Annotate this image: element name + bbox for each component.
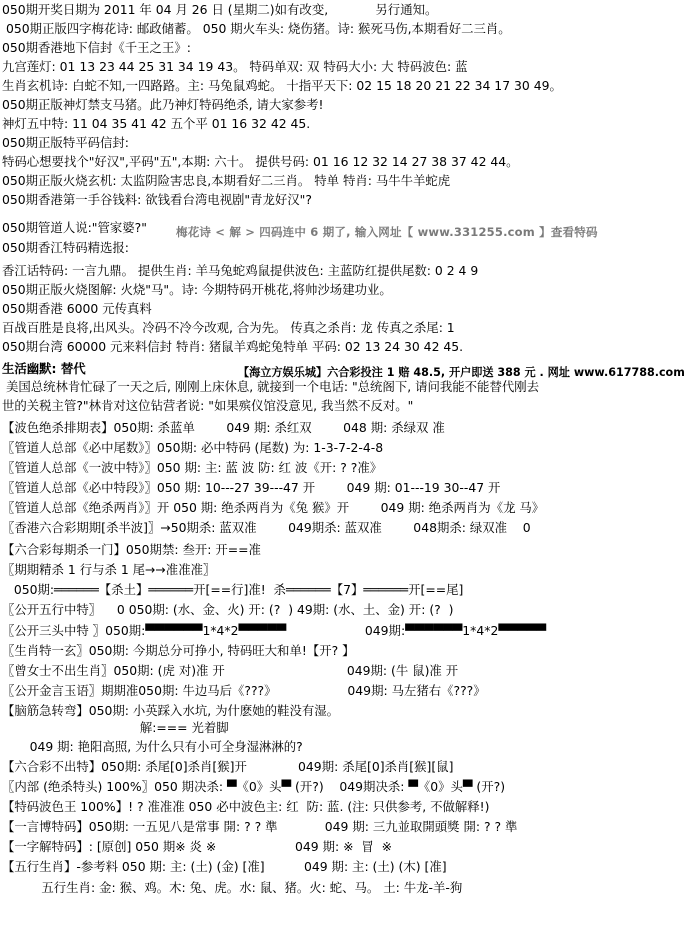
fire-riddle-line: 050期正版火烧玄机: 太监阴险害忠良,本期看好二三肖。 特单 特肖: 马牛牛羊蛇虎 — [2, 173, 451, 188]
tail-number-line: 〖管道人总部《必中尾数》〗050期: 必中特码 (尾数) 为: 1-3-7-2-4-8 — [2, 440, 384, 455]
hk-first-hand-line: 050期香港第一手谷钱料: 欲钱看台湾电视剧"青龙好汉"? — [2, 192, 312, 207]
kill-row-title: 〖期期精杀 1 行与杀 1 尾→→准准准〗 — [2, 562, 216, 577]
hero-hint-line: 特码心想要找个"好汉",平码"五",本期: 六十。 提供号码: 01 16 12 32 14 27 38 37 42 44。 — [2, 154, 519, 169]
draw-date-line: 050期开奖日期为 2011 年 04 月 26 日 (星期二)如有改变, 另行通知。 — [2, 2, 438, 17]
butler-line: 050期管道人说:"管家婆?" — [2, 220, 147, 235]
three-heads-line: 〖公开三头中特 〗050期:▀▀▀▀▀▀1*4*2▀▀▀▀▀ 049期:▀▀▀▀▀▀1*4*2▀▀▀▀▀ — [2, 623, 546, 638]
lamp-five-line: 神灯五中特: 11 04 35 41 42 五个平 01 16 32 42 45. — [2, 116, 311, 131]
magic-lamp-line: 050期正版神灯禁支马猪。此乃神灯特码绝杀, 请大家参考! — [2, 97, 324, 112]
fire-chart-line: 050期正版火烧图解: 火烧"马"。诗: 今期特码开桃花,将帅沙场建功业。 — [2, 282, 392, 297]
wave-kill-table: 【波色绝杀排期表】050期: 杀蓝单 049 期: 杀红双 048 期: 杀绿双 准 — [2, 420, 445, 435]
half-wave-line: 〖香港六合彩期期[杀半波]〗→50期杀: 蓝双准 049期杀: 蓝双准 048期杀: 绿双准 0 — [2, 520, 531, 535]
casino-ad-banner: 【海立方娱乐城】六合彩投注 1 赔 48.5, 开户即送 388 元 . 网址 www.617788.com — [238, 366, 685, 379]
one-word-bet-line: 【一言博特码】050期: 一五见八是常事 開: ? ? 準 049 期: 三九並取開頭獎 開: ? ? 準 — [2, 819, 518, 834]
hk-envelope-title: 050期香港地下信封《千王之王》: — [2, 40, 191, 55]
plum-poem-line: 050期正版四字梅花诗: 邮政储蓄。 050 期火车头: 烧伤猪。诗: 猴死马伤,本期看好二三肖。 — [2, 21, 511, 36]
two-zodiac-kill-line: 〖管道人总部《绝杀两肖》〗开 050 期: 绝杀两肖为《兔 猴》开 049 期: 绝杀两肖为《龙 马》 — [2, 500, 545, 515]
kill-earth-line: 050期:══════【杀土】══════开[==行]准! 杀══════【7】══════开[==尾] — [2, 582, 464, 597]
zodiac-mystery-line: 〖生肖特一玄〗050期: 今期总分可挣小, 特码旺大和单!【开? 】 — [2, 643, 355, 658]
teaser-049-line: 049 期: 艳阳高照, 为什么只有小可全身湿淋淋的? — [2, 739, 303, 754]
nine-palace-line: 九宫莲灯: 01 13 23 44 25 31 34 19 43。 特码单双: 双 特码大小: 大 特码波色: 蓝 — [2, 59, 468, 74]
segment-line: 〖管道人总部《必中特段》〗050 期: 10---27 39---47 开 049 期: 01---19 30--47 开 — [2, 480, 501, 495]
five-zodiac-line: 【五行生肖】-参考料 050 期: 主: (土) (金) [准] 049 期: 主: (土) (木) [准] — [2, 859, 447, 874]
zodiac-element-map: 五行生肖: 金: 猴、鸡。木: 兔、虎。水: 鼠、猪。火: 蛇、马。 土: 牛龙-羊-狗 — [2, 880, 463, 895]
hk-fax-title: 050期香港 6000 元传真料 — [2, 301, 152, 316]
wave-king-line: 【特码波色王 100%】! ? 准准准 050 必中波色主: 红 防: 蓝. (注: 只供参考, 不做解释!) — [2, 799, 490, 814]
kill-head-line: 〖内部 (绝杀特头) 100%〗050 期决杀: ▀《0》头▀ (开?) 049期决杀: ▀《0》头▀ (开?) — [2, 779, 506, 794]
watermark-overlay: 梅花诗 < 解 > 四码连中 6 期了, 输入网址【 www.331255.com 】查看特码 — [176, 225, 598, 239]
golden-words-line: 〖公开金言玉语〗期期准050期: 牛边马后《???》 049期: 马左猪右《???》 — [2, 683, 486, 698]
ms-zeng-line: 〖曾女士不出生肖〗050期: (虎 对)准 开 049期: (牛 鼠)准 开 — [2, 663, 459, 678]
xiangjiang-line: 香江话特码: 一言九鼎。 提供生肖: 羊马兔蛇鸡鼠提供波色: 主蓝防红提供尾数: 0 2 4 9 — [2, 263, 479, 278]
teaser-answer-line: 解:=== 光着脚 — [2, 720, 229, 735]
kill-door-line: 【六合彩每期杀一门】050期禁: 叁开: 开==准 — [2, 542, 261, 557]
fax-detail-line: 百战百胜是良将,出风头。冷码不冷今改观, 合为先。 传真之杀肖: 龙 传真之杀尾: 1 — [2, 320, 455, 335]
humor-text-1: 美国总统林肯忙碌了一天之后, 刚刚上床休息, 就接到一个电话: "总统阁下, 请问我能不能替代刚去 — [2, 379, 540, 394]
one-char-line: 【一字解特码】: [原创] 050 期※ 炎 ※ 049 期: ※ 冒 ※ — [2, 839, 393, 854]
taiwan-envelope-line: 050期台湾 60000 元来料信封 特肖: 猪鼠羊鸡蛇兔特单 平码: 02 13 24 30 42 45. — [2, 339, 464, 354]
five-elements-line: 〖公开五行中特〗 0 050期: (水、金、火) 开: (? ) 49期: (水、土、金) 开: (? ) — [2, 602, 454, 617]
xiangjiang-title: 050期香江特码精选报: — [2, 240, 129, 255]
humor-text-2: 世的关税主管?"林肯对这位钻营者说: "如果殡仪馆没意见, 我当然不反对。" — [2, 398, 414, 413]
zodiac-poem-line: 生肖玄机诗: 白蛇不知,一四路路。主: 马兔鼠鸡蛇。 十指平天下: 02 15 18 20 21 22 34 17 30 49。 — [2, 78, 562, 93]
humor-title: 生活幽默: 替代 — [2, 361, 86, 376]
one-wave-line: 〖管道人总部《一波中特》〗050 期: 主: 蓝 波 防: 红 波《开: ? ?准》 — [2, 460, 383, 475]
brain-teaser-line: 【脑筋急转弯】050期: 小英踩入水坑, 为什麽她的鞋没有湿。 — [2, 703, 340, 718]
flat-envelope-line: 050期正版特平码信封: — [2, 135, 133, 150]
no-special-line: 【六合彩不出特】050期: 杀尾[0]杀肖[猴]开 049期: 杀尾[0]杀肖[猴][鼠] — [2, 759, 454, 774]
